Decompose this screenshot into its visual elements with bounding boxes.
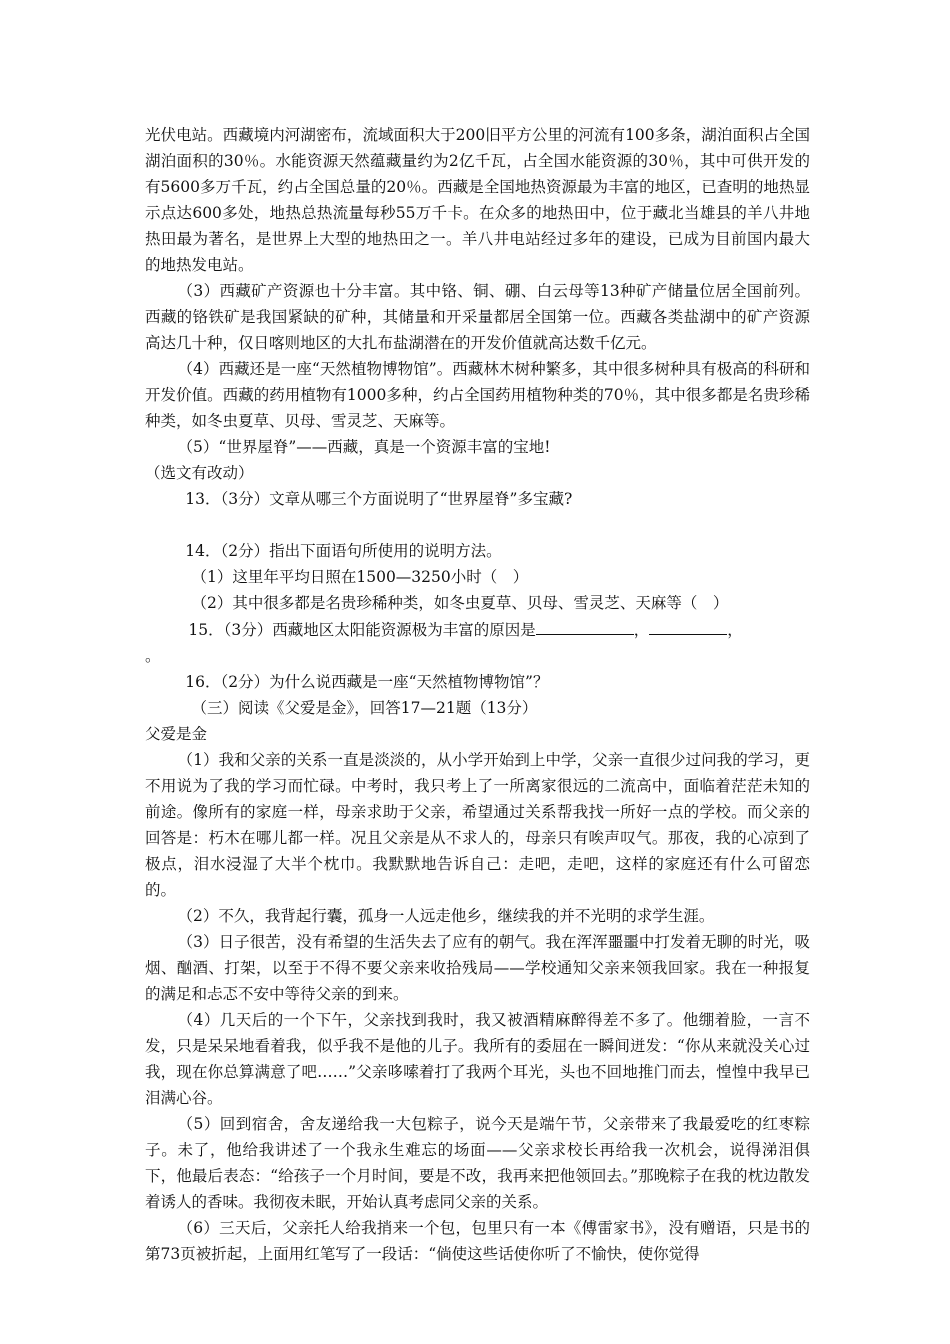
- article-paragraph-5: （5）回到宿舍，舍友递给我一大包粽子，说今天是端午节，父亲带来了我最爱吃的红枣粽子。未了，他给我讲述了一个我永生难忘的场面——父亲求校长再给我一次机会，说得涕泪俱下，他最后表态：“给孩子一个月时间，要是不改，我再来把他领回去。”那晚粽子在我的枕边散发着诱人的香味。我彻夜未眠，开始认真考虑同父亲的关系。: [145, 1115, 810, 1211]
- paragraph-resources-intro: 光伏电站。西藏境内河湖密布，流域面积大于200旧平方公里的河流有100多条，湖泊面积占全国湖泊面积的30％。水能资源天然蕴藏量约为2亿千瓦，占全国水能资源的30％，其中可供开发的有5600多万千瓦，约占全国总量的20％。西藏是全国地热资源最为丰富的地区，已查明的地热显示点达600多处，地热总热流量每秒55万千卡。在众多的地热田中，位于藏北当雄县的羊八井地热田最为著名，是世界上大型的地热田之一。羊八井电站经过多年的建设，已成为目前国内最大的地热发电站。: [145, 126, 810, 274]
- question-15-end: 。: [145, 647, 161, 665]
- paragraph-minerals: （3）西藏矿产资源也十分丰富。其中铬、铜、硼、白云母等13种矿产储量位居全国前列。西藏的铬铁矿是我国紧缺的矿种，其储量和开采量都居全国第一位。西藏各类盐湖中的矿产资源高达几十种，仅日喀则地区的大扎布盐湖潜在的开发价值就高达数千亿元。: [145, 282, 810, 352]
- answer-blank-2[interactable]: [649, 616, 727, 635]
- article-paragraph-4: （4）几天后的一个下午，父亲找到我时，我又被酒精麻醉得差不多了。他绷着脸，一言不发，只是呆呆地看着我，似乎我不是他的儿子。我所有的委屈在一瞬间迸发：“你从来就没关心过我，现在你总算满意了吧……”父亲哆嗦着打了我两个耳光，头也不回地推门而去，惶惶中我早已泪满心谷。: [145, 1011, 810, 1107]
- paragraph-conclusion: （5）“世界屋脊”——西藏，真是一个资源丰富的宝地!: [177, 438, 551, 456]
- question-15-text: 15．（3分）西藏地区太阳能资源极为丰富的原因是: [188, 621, 536, 639]
- question-14: 14．（2分）指出下面语句所使用的说明方法。: [185, 542, 502, 560]
- document-body: [145, 122, 810, 1267]
- article-paragraph-6: （6）三天后，父亲托人给我捎来一个包，包里只有一本《傅雷家书》，没有赠语，只是书的第73页被折起，上面用红笔写了一段话：“倘使这些话使你听了不愉快，使你觉得: [145, 1219, 810, 1263]
- question-15: [145, 616, 810, 643]
- section-3-heading: （三）阅读《父爱是金》，回答17—21题（13分）: [191, 699, 538, 717]
- article-title: 父爱是金: [145, 725, 208, 743]
- question-15-separator-1: ，: [633, 621, 650, 639]
- question-16: 16．（2分）为什么说西藏是一座“天然植物博物馆”？: [185, 673, 549, 691]
- question-13: 13．（3分）文章从哪三个方面说明了“世界屋脊”多宝藏?: [185, 490, 573, 508]
- question-15-separator-2: ，: [727, 621, 743, 639]
- article-paragraph-3: （3）日子很苦，没有希望的生活失去了应有的朝气。我在浑浑噩噩中打发着无聊的时光，吸烟、酗酒、打架，以至于不得不要父亲来收拾残局——学校通知父亲来领我回家。我在一种报复的满足和忐忑不安中等待父亲的到来。: [145, 933, 810, 1003]
- answer-space-13: [145, 512, 810, 538]
- paragraph-plants: （4）西藏还是一座“天然植物博物馆”。西藏林木树种繁多，其中很多树种具有极高的科研和开发价值。西藏的药用植物有1000多种，约占全国药用植物种类的70％，其中很多都是名贵珍稀种类，如冬虫夏草、贝母、雪灵芝、天麻等。: [145, 360, 810, 430]
- article-paragraph-1: （1）我和父亲的关系一直是淡淡的，从小学开始到上中学，父亲一直很少过问我的学习，更不用说为了我的学习而忙碌。中考时，我只考上了一所离家很远的二流高中，面临着茫茫未知的前途。像所有的家庭一样，母亲求助于父亲，希望通过关系帮我找一所好一点的学校。而父亲的回答是：朽木在哪儿都一样。况且父亲是从不求人的，母亲只有唉声叹气。那夜，我的心凉到了极点，泪水浸湿了大半个枕巾。我默默地告诉自己：走吧，走吧，这样的家庭还有什么可留恋的。: [145, 751, 810, 899]
- question-14-item-2: （2）其中很多都是名贵珍稀种类，如冬虫夏草、贝母、雪灵芝、天麻等（ ）: [191, 594, 729, 612]
- question-14-item-1: （1）这里年平均日照在1500—3250小时（ ）: [191, 568, 529, 586]
- source-note: （选文有改动）: [145, 464, 254, 482]
- answer-blank-1[interactable]: [536, 616, 634, 635]
- article-paragraph-2: （2）不久，我背起行囊，孤身一人远走他乡，继续我的并不光明的求学生涯。: [177, 907, 715, 925]
